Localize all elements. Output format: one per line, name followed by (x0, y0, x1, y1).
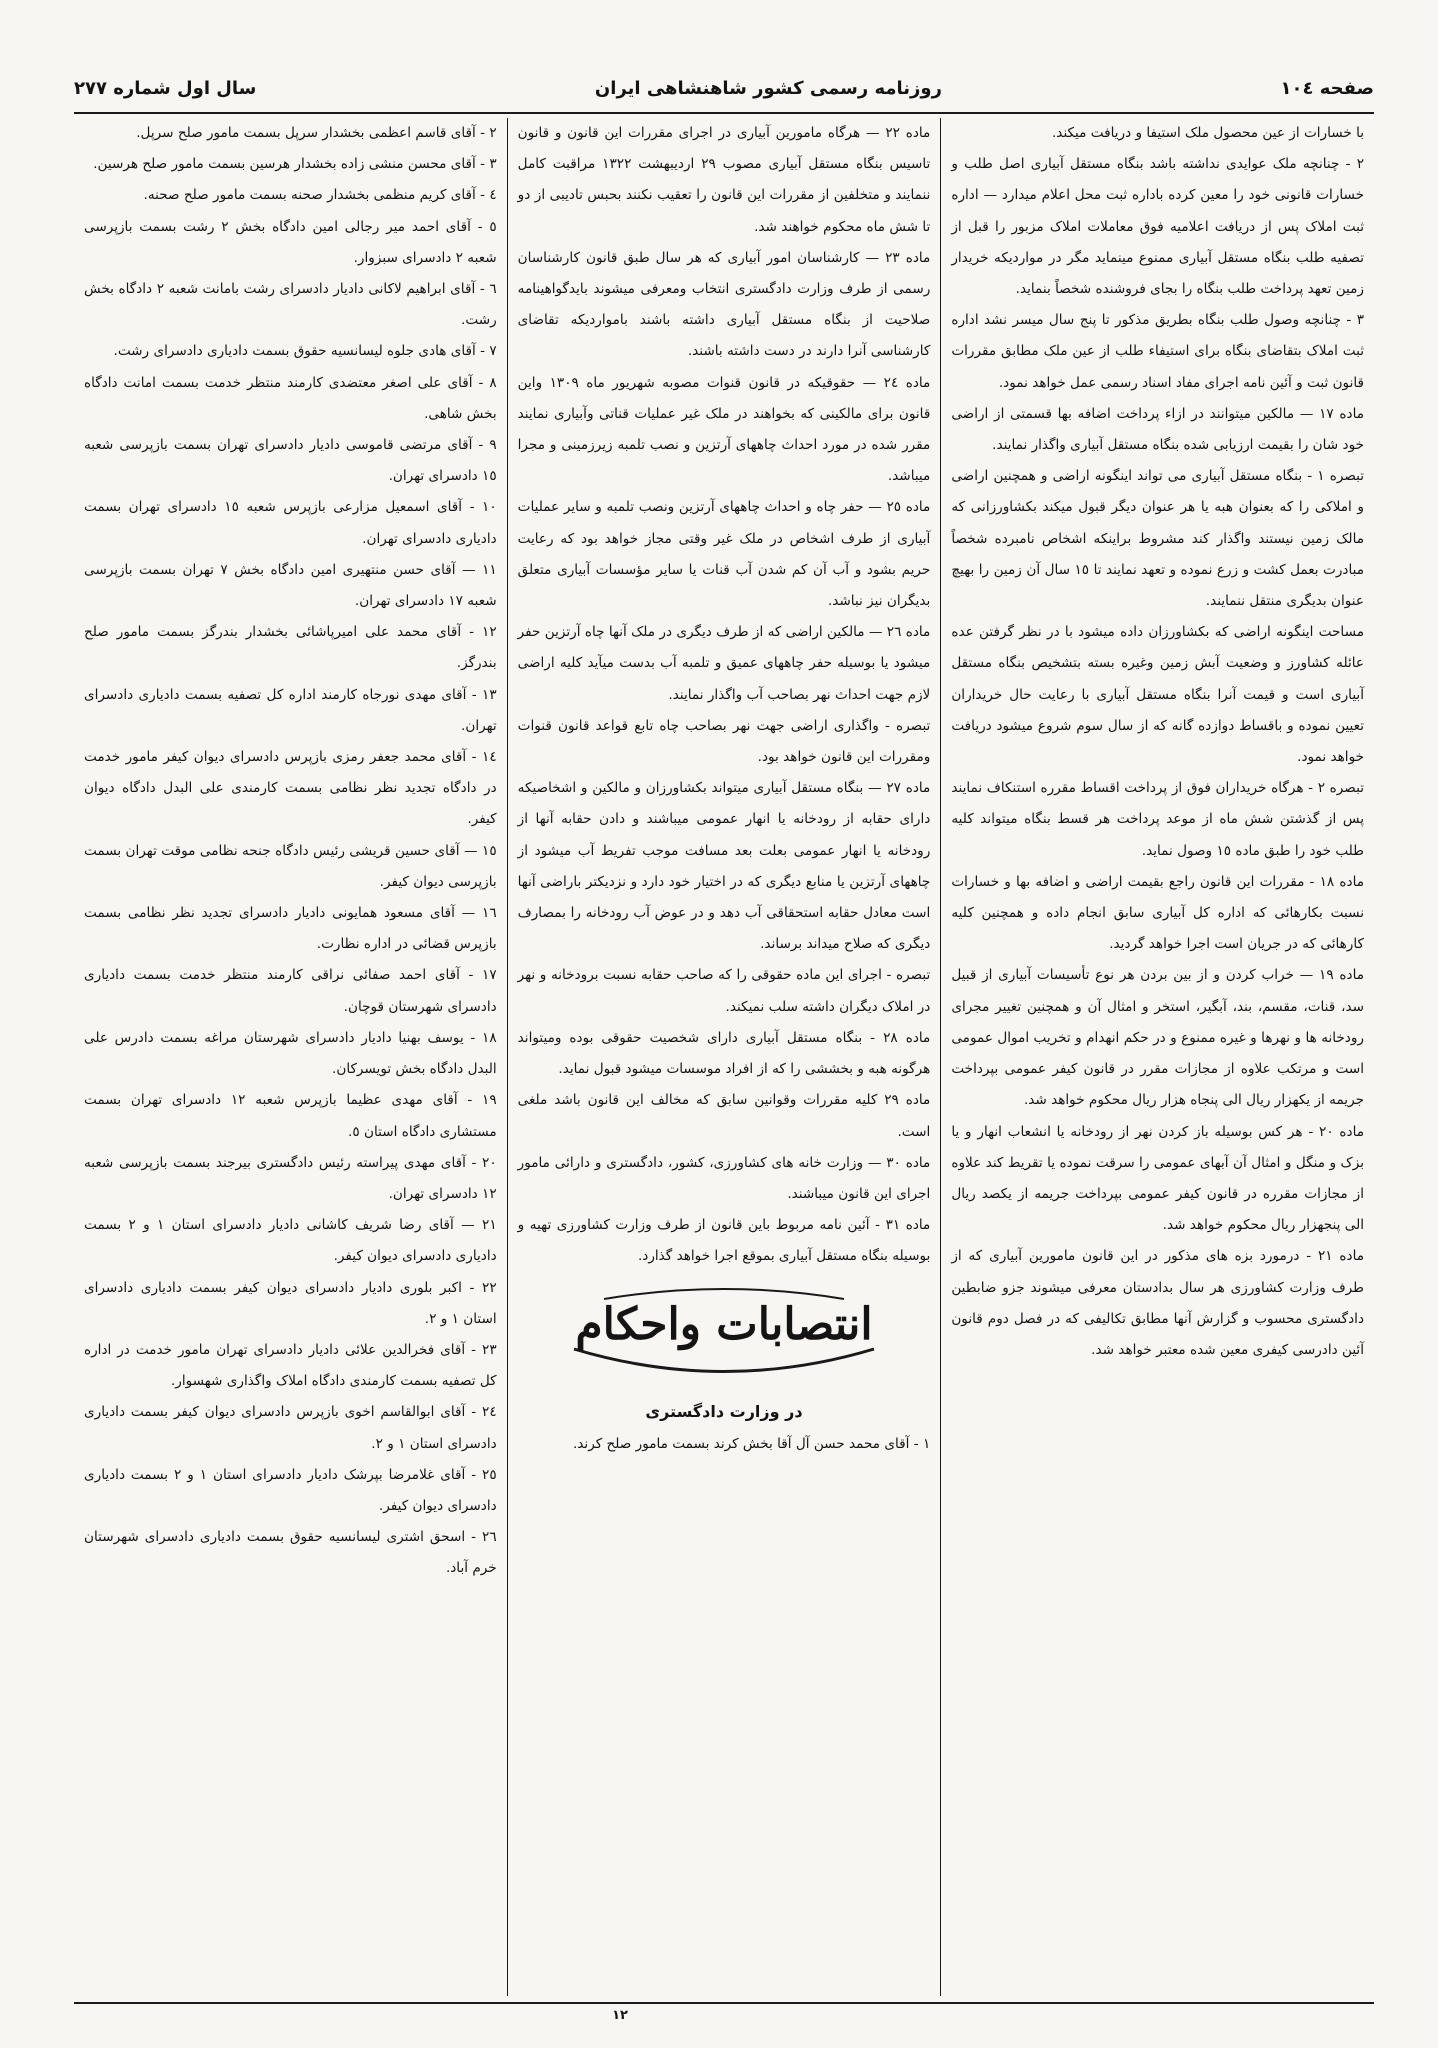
appointment: ٢٣ - آقای فخرالدین علائی دادیار دادسرای تهران مامور خدمت در اداره کل تصفیه بسمت کارمندی دادگاه املاک واگذاری شهسوار. (83, 1341, 497, 1390)
article-30: ماده ٣٠ — وزارت خانه های کشاورزی، کشور، دادگستری و دارائی مامور اجرای این قانون میباشند. (517, 1154, 931, 1202)
note-2: تبصره ٢ - هرگاه خریداران فوق از پرداخت اقساط مقرره استنکاف نمایند پس از گذشتن شش ماه از موعد پرداخت هر قسط بنگاه میتواند کلیه طلب خود را طبق ماده ١٥ وصول نماید. (951, 780, 1364, 859)
appointment-1: ١ - آقای محمد حسن آل آقا بخش کرند بسمت مامور صلح کرند. (572, 1435, 931, 1452)
appointment: ٦ - آقای ابراهیم لاکانی دادیار دادسرای رشت بامانت شعبه ٢ دادگاه بخش رشت. (83, 281, 497, 329)
article-26: ماده ٢٦ — مالکین اراضی که از طرف دیگری در ملک آنها چاه آرتزین حفر میشود یا بوسیله حفر چاههای عمیق و تلمبه آب بدست میآید کلیه اراضی لازم جهت احداث نهر بصاحب آب واگذار نمایند. (517, 624, 931, 703)
article-22: ماده ٢٢ — هرگاه مامورین آبیاری در اجرای مقررات این قانون و قانون تاسیس بنگاه مستقل آبیاری مصوب ٢٩ اردیبهشت ١٣٢٢ مراقبت کامل ننمایند و متخلفین از مقررات این قانون را تعقیب نکنند بحبس تادیبی از دو تا شش ماه محکوم خواهند شد. (517, 125, 931, 235)
gazette-title: روزنامه رسمی کشور شاهنشاهی ایران (594, 77, 942, 99)
appointment: ٤ - آقای کریم منظمی بخشدار صحنه بسمت مامور صلح صحنه. (143, 187, 497, 204)
column-left (74, 118, 508, 1996)
appointment: ٨ - آقای علی اصغر معتضدی کارمند منتظر خدمت بسمت امانت دادگاه بخش شاهی. (83, 374, 497, 422)
article-25: ماده ٢٥ — حفر چاه و احداث چاههای آرتزین ونصب تلمبه و سایر عملیات آبیاری از طرف اشخاص در ملک غیر وقتی مجاز خواهد بود که رعایت حریم بشود و آب آن کم شدن آب قنات یا سایر مؤسسات آبیاری متعلق بدیگران نیز نباشد. (517, 499, 931, 610)
section-title-banner (564, 1279, 884, 1389)
appointment: ١٩ - آقای مهدی عظیما بازپرس شعبه ١٢ دادسرای تهران بسمت مستشاری دادگاه استان ٥. (83, 1092, 497, 1140)
article-28: ماده ٢٨ - بنگاه مستقل آبیاری دارای شخصیت حقوقی بوده ومیتواند هرگونه هبه و بخششی را که از افراد موسسات میشود قبول نماید. (517, 1029, 931, 1078)
article-23: ماده ٢٣ — کارشناسان امور آبیاری که هر سال طبق قانون کارشناسان رسمی از طرف وزارت دادگستری انتخاب ومعرفی میشوند بایدگواهینامه صلاحیت از بنگاه مستقل آبیاری داشته باشند بامواردیکه تقاضای کارشناسی آنرا دارند در دست داشته باشند. (517, 249, 931, 360)
article-21: ماده ٢١ - درمورد بزه های مذکور در این قانون مامورین آبیاری که از طرف وزارت کشاورزی هر سال بدادستان معرفی میشوند جزو ضابطین دادگستری محسوب و گزارش آنها مطابق تکالیفی که در فصل دوم قانون آئین دادرسی کیفری معین شده معتبر خواهد شد. (951, 1248, 1364, 1358)
issue-number: سال اول شماره ٢٧٧ (74, 77, 257, 99)
section-subtitle: در وزارت دادگستری (645, 1401, 803, 1421)
page-header (74, 64, 1374, 112)
appointment: ٢٢ - اکبر بلوری دادیار دادسرای دیوان کیفر بسمت دادیاری دادسرای استان ١ و ٢. (83, 1279, 497, 1327)
section-title: انتصابات واحکام (575, 1298, 873, 1350)
article-27: ماده ٢٧ — بنگاه مستقل آبیاری میتواند بکشاورزان و مالکین و اشخاصیکه دارای حقابه از رودخانه یا انهار عمومی میباشند و دادن حقابه آنها از رودخانه یا انهار عمومی بعلت بعد مسافت موجب تفریط آب میشود از چاههای آرتزین یا منابع دیگری که در اختیار خود دارد و نزدیکتر باراضی آنها است معادل حقابه استحقاقی آب دهد و در عوض آب رودخانه را بمصارف دیگری که صلاح میداند برساند. (517, 780, 931, 953)
appointment: ٢٥ - آقای غلامرضا بپرشک دادیار دادسرای استان ١ و ٢ بسمت دادیاری دادسرای دیوان کیفر. (83, 1466, 497, 1514)
note: تبصره - اجرای این ماده حقوقی را که صاحب حقابه نسبت برودخانه و نهر در املاک دیگران داشته سلب نمیکند. (517, 967, 931, 1015)
appointment: ٣ - آقای محسن منشی زاده بخشدار هرسین بسمت مامور صلح هرسین. (93, 156, 497, 173)
header-rule (74, 112, 1374, 114)
article-31: ماده ٣١ - آئین نامه مربوط باین قانون از طرف وزارت کشاورزی تهیه و بوسیله بنگاه مستقل آبیاری بموقع اجرا خواهد گذارد. (517, 1217, 931, 1265)
appointment: ١١ — آقای حسن منتهیری امین دادگاه بخش ٧ تهران بسمت بازپرسی شعبه ١٧ دادسرای تهران. (83, 561, 497, 610)
note: تبصره - واگذاری اراضی جهت نهر بصاحب چاه تابع قواعد قانون قنوات ومقررات این قانون خواهد بود. (517, 717, 931, 766)
appointment: ١٧ - آقای احمد صفائی نراقی کارمند منتظر خدمت بسمت دادیاری دادسرای شهرستان قوچان. (83, 967, 497, 1015)
paragraph: با خسارات از عین محصول ملک استیفا و دریافت میکند. (1051, 125, 1364, 141)
paragraph: ٣ - چنانچه وصول طلب بنگاه بطریق مذکور تا پنج سال میسر نشد اداره ثبت املاک بتقاضای بنگاه برای استیفاء طلب از عین ملک مطابق مقررات قانون ثبت و آئین نامه اجرای مفاد اسناد رسمی عمل خواهد نمود. (951, 312, 1364, 391)
appointment: ١٠ - آقای اسمعیل مزارعی بازپرس شعبه ١٥ دادسرای تهران بسمت دادیاری دادسرای تهران. (83, 499, 497, 547)
appointment: ٢١ — آقای رضا شریف کاشانی دادیار دادسرای استان ١ و ٢ بسمت دادیاری دادسرای دیوان کیفر. (83, 1217, 497, 1265)
appointment: ٢٤ - آقای ابوالقاسم اخوی بازپرس دادسرای دیوان کیفر بسمت دادیاری دادسرای استان ١ و ٢. (83, 1404, 497, 1452)
paragraph: ٢ - چنانچه ملک عوایدی نداشته باشد بنگاه مستقل آبیاری اصل طلب و خسارات قانونی خود را معین کرده باداره ثبت محل اعلام میدارد — اداره ثبت املاک پس از دریافت اعلامیه فوق معاملات املاک مزبور را قبل از تصفیه طلب بنگاه مستقل آبیاری ممنوع مینماید مگر در مواردیکه خریدار زمین تعهد پرداخت طلب بنگاه را بجای فروشنده شخصاً بنماید. (951, 156, 1364, 298)
appointment: ١٨ - یوسف بهنیا دادیار دادسرای شهرستان مراغه بسمت دادرس علی البدل دادگاه بخش تویسرکان. (83, 1029, 497, 1078)
column-middle (508, 118, 942, 1996)
appointment: ٢٦ - اسحق اشتری لیسانسیه حقوق بسمت دادیاری دادسرای شهرستان خرم آباد. (83, 1529, 497, 1577)
footer-rule (74, 2002, 1374, 2004)
paragraph: مساحت اینگونه اراضی که بکشاورزان داده میشود با در نظر گرفتن عده عائله کشاورز و وضعیت آبش زمین وغیره بسته بتشخیص بنگاه مستقل آبیاری است و قیمت آنرا بنگاه مستقل آبیاری با رعایت حال خریداران تعیین نموده و باقساط دوازده گانه که از سال سوم شروع میشود دریافت خواهد نمود. (951, 624, 1364, 766)
page-number: صفحه ١٠٤ (1280, 77, 1374, 99)
article-17: ماده ١٧ — مالکین میتوانند در ازاء پرداخت اضافه بها قسمتی از اراضی خود شان را بقیمت ارزیابی شده بنگاه مستقل آبیاری واگذار نمایند. (951, 405, 1364, 454)
article-columns (74, 118, 1374, 1996)
article-20: ماده ٢٠ - هر کس بوسیله باز کردن نهر از رودخانه یا انشعاب انهار و یا بزک و منگل و امثال آن آبهای عمومی را سرقت نموده یا تقریط کند علاوه از مجازات مقرره در قانون کیفر عمومی بپرداخت جریمه از یکصد ریال الی پنجهزار ریال محکوم خواهد شد. (951, 1123, 1365, 1234)
appointment: ١٦ — آقای مسعود همایونی دادیار دادسرای تجدید نظر نظامی بسمت بازپرس قضائی در اداره نظارت. (83, 905, 497, 953)
appointment: ٢٠ - آقای مهدی پیراسته رئیس دادگستری بیرجند بسمت بازپرسی شعبه ١٢ دادسرای تهران. (83, 1154, 497, 1202)
appointment: ١٥ — آقای حسین قریشی رئیس دادگاه جنحه نظامی موقت تهران بسمت بازپرسی دیوان کیفر. (83, 842, 497, 890)
appointment: ١٣ - آقای مهدی نورجاه کارمند اداره کل تصفیه بسمت دادیاری دادسرای تهران. (83, 686, 497, 734)
note-1: تبصره ١ - بنگاه مستقل آبیاری می تواند اینگونه اراضی و همچنین اراضی و املاکی را که بعنوان هبه یا هر عنوان دیگر قبول میکند بکشاورزانی که مالک زمین نیستند واگذار کند مشروط براینکه اشخاص نامبرده شخصاً مبادرت بعمل کشت و زرع نموده و تعهد نمایند تا ١٥ سال آن زمین را بهیچ عنوان بدیگری منتقل ننمایند. (951, 468, 1365, 610)
article-24: ماده ٢٤ — حقوقیکه در قانون قنوات مصوبه شهریور ماه ١٣٠٩ واین قانون برای مالکینی که بخواهند در ملک غیر عملیات قناتی وآبیاری نمایند مقرر شده در مورد احداث چاههای آرتزین و نصب تلمبه زیرزمینی و مجرا میباشد. (517, 374, 931, 485)
column-right (941, 118, 1374, 1996)
appointment: ٢ - آقای قاسم اعظمی بخشدار سرپل بسمت مامور صلح سرپل. (136, 125, 497, 141)
appointment: ٥ - آقای احمد میر رجالی امین دادگاه بخش ٢ رشت بسمت بازپرسی شعبه ٢ دادسرای سبزوار. (83, 218, 497, 266)
appointment: ١٤ - آقای محمد جعفر رمزی بازپرس دادسرای دیوان کیفر مامور خدمت در دادگاه تجدید نظر نظامی بسمت کارمندی علی البدل دادگاه دیوان کیفر. (83, 749, 497, 828)
article-18: ماده ١٨ - مقررات این قانون راجع بقیمت اراضی و اضافه بها و خسارات نسبت بکارهائی که اداره کل آبیاری سابق انجام داده و همچنین کلیه کارهائی که در جریان است اجرا خواهد گردید. (951, 873, 1364, 953)
article-29: ماده ٢٩ کلیه مقررات وقوانین سابق که مخالف این قانون باشد ملغی است. (517, 1092, 931, 1140)
appointment: ٩ - آقای مرتضی قاموسی دادیار دادسرای تهران بسمت بازپرسی شعبه ١٥ دادسرای تهران. (83, 437, 497, 485)
appointment: ١٢ - آقای محمد علی امیرپاشائی بخشدار بندرگز بسمت مامور صلح بندرگز. (83, 624, 497, 672)
article-19: ماده ١٩ — خراب کردن و از بین بردن هر نوع تأسیسات آبیاری از قبیل سد، قنات، مقسم، بند، آبگیر، استخر و امثال آن و همچنین تغییر مجرای رودخانه ها و نهرها و غیره ممنوع و در حکم انهدام و تخریب اموال عمومی است و مرتکب علاوه از مجازات مقرر در قانون کیفر عمومی بپرداخت جریمه از یکهزار ریال الی پنجاه هزار ریال محکوم خواهد شد. (951, 967, 1364, 1109)
appointment: ٧ - آقای هادی جلوه لیسانسیه حقوق بسمت دادیاری دادسرای رشت. (113, 343, 497, 360)
footer-number: ١٢ (612, 2008, 628, 2023)
